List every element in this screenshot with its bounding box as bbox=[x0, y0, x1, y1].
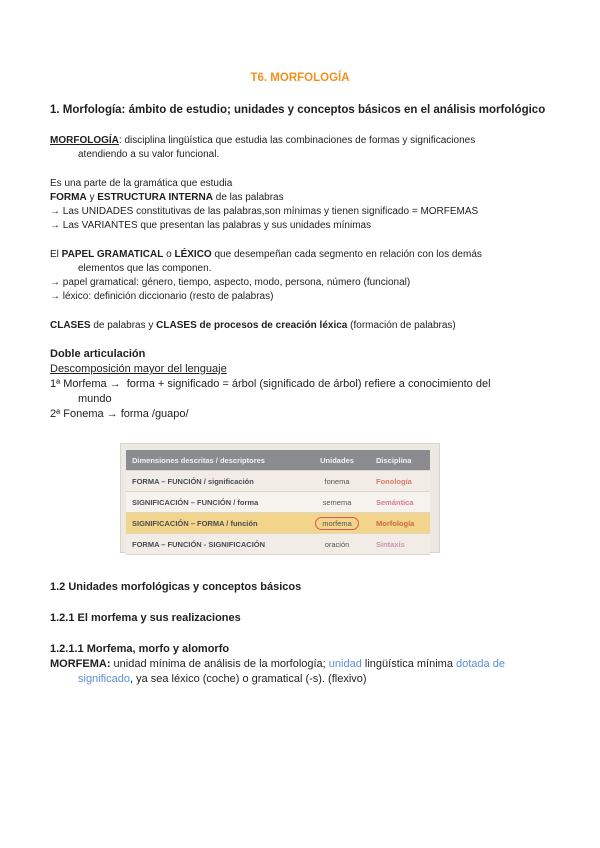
bullet-variantes: → Las VARIANTES que presentan las palabras y sus unidades mínimas bbox=[50, 220, 372, 231]
gramatica-paragraph bbox=[50, 177, 572, 233]
morfema-text-2: lingüística mínima bbox=[361, 658, 456, 670]
definition-text-1: : disciplina lingüística que estudia las combinaciones de formas y significaciones bbox=[118, 135, 476, 146]
row-descriptor: SIGNIFICACIÓN – FORMA / función bbox=[132, 518, 258, 528]
header-dimensiones: Dimensiones descritas / descriptores bbox=[132, 455, 265, 465]
row-discipline: Fonología bbox=[376, 476, 412, 486]
table-row bbox=[126, 492, 430, 513]
palabras-text: de las palabras bbox=[212, 192, 284, 203]
morfologia-definition bbox=[50, 134, 572, 162]
morfologia-term: MORFOLOGÍA bbox=[50, 135, 119, 146]
papel-term: PAPEL GRAMATICAL bbox=[61, 249, 164, 260]
table-row-highlighted bbox=[126, 513, 430, 534]
papel-paragraph bbox=[50, 248, 572, 304]
table-row bbox=[126, 534, 430, 555]
row-unit bbox=[304, 519, 370, 528]
clases-mid: de palabras y bbox=[90, 320, 157, 331]
row-unit: semema bbox=[322, 497, 352, 507]
dimensions-table-image bbox=[120, 443, 440, 553]
paragraph-intro: Es una parte de la gramática que estudia bbox=[50, 178, 233, 189]
significado-link: significado bbox=[78, 673, 130, 685]
unidad-link: unidad bbox=[328, 658, 362, 670]
row-descriptor: FORMA – FUNCIÓN / significación bbox=[132, 476, 254, 486]
row-discipline: Morfología bbox=[376, 518, 415, 528]
morfema-definition bbox=[50, 657, 572, 687]
section-1-2-1-1-heading: 1.2.1.1 Morfema, morfo y alomorfo bbox=[50, 643, 230, 655]
row-unit: fonema bbox=[324, 476, 350, 486]
papel-line-2: elementos que las componen. bbox=[78, 263, 212, 274]
row-unit: oración bbox=[324, 539, 350, 549]
table-header-row bbox=[126, 450, 430, 471]
row-discipline: Sintaxis bbox=[376, 539, 405, 549]
articulacion-1 bbox=[50, 377, 572, 392]
dimensions-table bbox=[126, 450, 430, 555]
doble-articulacion-block bbox=[50, 347, 572, 422]
morfema-circle: morfema bbox=[315, 517, 359, 530]
bullet-papel-gramatical: → papel gramatical: género, tiempo, aspecto, modo, persona, número (funcional) bbox=[50, 277, 411, 288]
morfema-arrow: 1ª Morfema → bbox=[50, 378, 121, 390]
row-descriptor: SIGNIFICACIÓN – FUNCIÓN / forma bbox=[132, 497, 259, 507]
el-text: El bbox=[50, 249, 62, 260]
estructura-term: ESTRUCTURA INTERNA bbox=[97, 192, 213, 203]
dotada-link: dotada de bbox=[456, 658, 505, 670]
articulacion-1-text: forma + significado = árbol (significado de árbol) refiere a conocimiento del bbox=[126, 378, 491, 390]
morfema-text-1: unidad mínima de análisis de la morfología; bbox=[110, 658, 329, 670]
bullet-unidades: → Las UNIDADES constitutivas de las palabras,son mínimas y tienen significado = MORFEMAS bbox=[50, 206, 479, 217]
o-text: o bbox=[163, 249, 175, 260]
header-disciplina: Disciplina bbox=[376, 455, 412, 465]
header-unidades: Unidades bbox=[320, 455, 354, 465]
section-1-heading: 1. Morfología: ámbito de estudio; unidades y conceptos básicos en el análisis morfológico bbox=[50, 104, 546, 116]
morfema-term: MORFEMA: bbox=[50, 658, 111, 670]
section-1-2-1-heading: 1.2.1 El morfema y sus realizaciones bbox=[50, 612, 241, 624]
row-descriptor: FORMA – FUNCIÓN - SIGNIFICACIÓN bbox=[132, 539, 266, 549]
section-1-2-heading: 1.2 Unidades morfológicas y conceptos básicos bbox=[50, 581, 302, 593]
clases-term-2: CLASES de procesos de creación léxica bbox=[156, 320, 348, 331]
bullet-lexico: → léxico: definición diccionario (resto de palabras) bbox=[50, 291, 274, 302]
definition-text-2: atendiendo a su valor funcional. bbox=[78, 149, 220, 160]
row-discipline: Semántica bbox=[376, 497, 414, 507]
clases-term-1: CLASES bbox=[50, 320, 91, 331]
clases-line bbox=[50, 319, 572, 333]
articulacion-2: 2ª Fonema → forma /guapo/ bbox=[50, 408, 189, 420]
morfema-text-3: , ya sea léxico (coche) o gramatical (-s). (flexivo) bbox=[129, 673, 367, 685]
table-row bbox=[126, 471, 430, 492]
articulacion-1-cont: mundo bbox=[78, 393, 112, 405]
descomposicion-line: Descomposición mayor del lenguaje bbox=[50, 363, 227, 375]
forma-term: FORMA bbox=[50, 192, 87, 203]
lexico-term: LÉXICO bbox=[174, 249, 212, 260]
document-title: T6. MORFOLOGÍA bbox=[250, 72, 350, 84]
doble-articulacion-heading: Doble articulación bbox=[50, 348, 146, 360]
papel-rest: que desempeñan cada segmento en relación con los demás bbox=[211, 249, 482, 260]
clases-end: (formación de palabras) bbox=[347, 320, 456, 331]
y-text: y bbox=[86, 192, 98, 203]
